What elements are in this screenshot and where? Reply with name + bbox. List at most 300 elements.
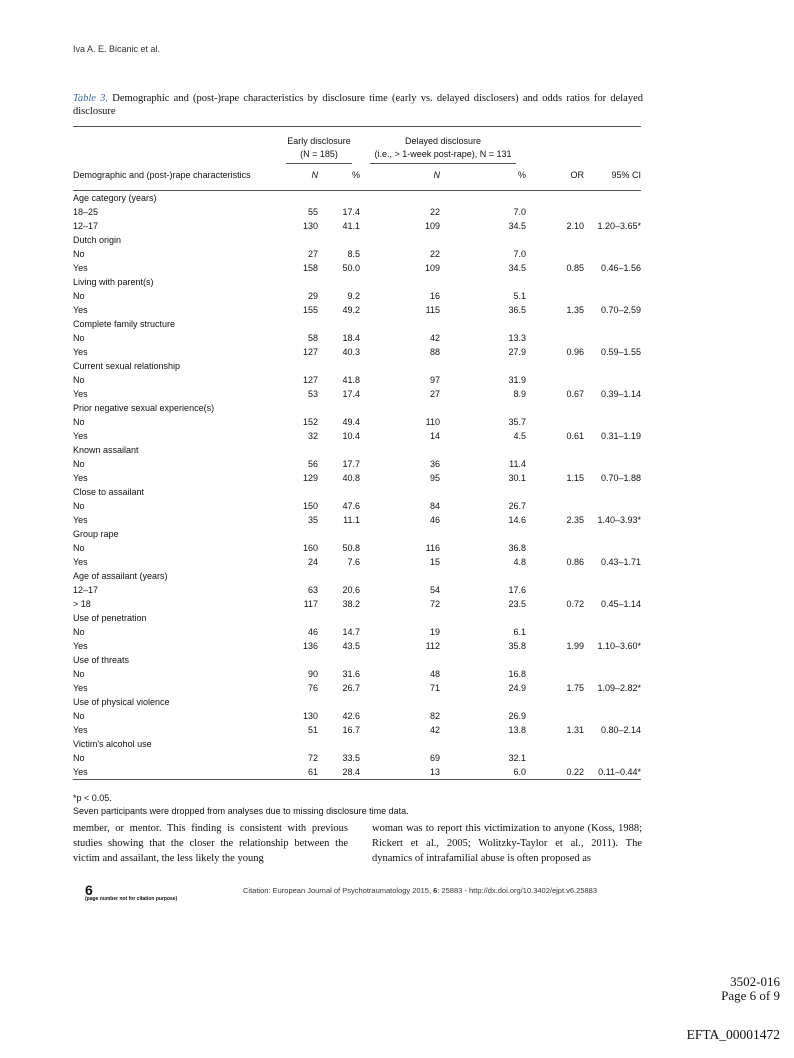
cell-characteristic: Yes bbox=[73, 305, 88, 315]
cell-characteristic: Yes bbox=[73, 767, 88, 777]
cell-early-pct bbox=[318, 653, 360, 667]
cell-delayed-pct bbox=[440, 359, 526, 373]
cell-early-pct: 28.4 bbox=[342, 767, 360, 777]
cell-early-pct bbox=[318, 737, 360, 751]
cell-early-pct bbox=[318, 401, 360, 415]
cell-delayed-pct: 7.0 bbox=[513, 249, 526, 259]
cell-or bbox=[526, 401, 584, 415]
cell-characteristic: Yes bbox=[73, 557, 88, 567]
data-table bbox=[73, 126, 641, 780]
cell-delayed-n: 109 bbox=[424, 221, 440, 231]
cell-or bbox=[526, 275, 584, 289]
cell-early-pct: 49.2 bbox=[342, 305, 360, 315]
cell-early-n: 72 bbox=[307, 753, 318, 763]
table-row bbox=[73, 331, 641, 345]
cell-delayed-n: 84 bbox=[429, 501, 440, 511]
efta-id: EFTA_00001472 bbox=[686, 1027, 780, 1042]
cell-early-pct: 47.6 bbox=[342, 501, 360, 511]
cell-delayed-n: 116 bbox=[425, 543, 440, 553]
cell-ci: 1.40–3.93* bbox=[597, 515, 641, 525]
cell-characteristic: 12–17 bbox=[73, 585, 99, 595]
cell-characteristic: No bbox=[73, 375, 85, 385]
cell-or: 1.31 bbox=[566, 725, 584, 735]
cell-or bbox=[526, 443, 584, 457]
cell-or bbox=[526, 415, 584, 429]
cell-ci bbox=[584, 247, 641, 261]
cell-characteristic: Dutch origin bbox=[73, 235, 122, 245]
cell-or bbox=[526, 667, 584, 681]
cell-early-pct: 41.8 bbox=[342, 375, 360, 385]
table-row bbox=[73, 639, 641, 653]
delayed-group-header: Delayed disclosure bbox=[404, 136, 482, 146]
cell-delayed-pct bbox=[440, 695, 526, 709]
cell-characteristic: Yes bbox=[73, 473, 88, 483]
table-row bbox=[73, 709, 641, 723]
cell-ci: 0.70–2.59 bbox=[600, 305, 641, 315]
cell-ci bbox=[584, 205, 641, 219]
cell-delayed-pct: 14.6 bbox=[508, 515, 526, 525]
cell-delayed-n bbox=[360, 191, 440, 206]
significance-note: *p < 0.05. bbox=[73, 793, 112, 803]
cell-characteristic: No bbox=[73, 291, 85, 301]
cell-characteristic: Victim's alcohol use bbox=[73, 739, 152, 749]
cell-early-n: 56 bbox=[307, 459, 318, 469]
cell-early-n: 127 bbox=[302, 375, 318, 385]
cell-characteristic: Living with parent(s) bbox=[73, 277, 154, 287]
cell-ci bbox=[584, 317, 641, 331]
cell-early-pct bbox=[318, 443, 360, 457]
table-category-row bbox=[73, 737, 641, 751]
table-category-row bbox=[73, 527, 641, 541]
cell-delayed-pct: 7.0 bbox=[513, 207, 526, 217]
cell-early-n: 155 bbox=[302, 305, 318, 315]
cell-or: 0.86 bbox=[566, 557, 584, 567]
cell-delayed-n bbox=[360, 527, 440, 541]
cell-delayed-n: 42 bbox=[429, 333, 440, 343]
table-row bbox=[73, 597, 641, 611]
table-notes bbox=[73, 792, 409, 818]
cell-ci bbox=[584, 373, 641, 387]
cell-delayed-pct: 16.8 bbox=[508, 669, 526, 679]
cell-characteristic: No bbox=[73, 417, 85, 427]
cell-delayed-n: 88 bbox=[429, 347, 440, 357]
cell-early-n: 55 bbox=[307, 207, 318, 217]
cell-ci bbox=[584, 541, 641, 555]
cell-delayed-n: 16 bbox=[429, 291, 440, 301]
cell-ci: 1.09–2.82* bbox=[597, 683, 641, 693]
cell-ci: 0.46–1.56 bbox=[600, 263, 641, 273]
table-row bbox=[73, 247, 641, 261]
cell-delayed-n: 95 bbox=[429, 473, 440, 483]
cell-delayed-pct: 26.9 bbox=[508, 711, 526, 721]
cell-or bbox=[526, 737, 584, 751]
cell-characteristic: No bbox=[73, 627, 85, 637]
cell-early-n bbox=[278, 611, 318, 625]
page-number: 6 bbox=[85, 882, 93, 898]
cell-characteristic: 12–17 bbox=[73, 221, 99, 231]
table-category-row bbox=[73, 317, 641, 331]
cell-delayed-pct bbox=[440, 233, 526, 247]
cell-or bbox=[526, 751, 584, 765]
cell-delayed-n: 109 bbox=[424, 263, 440, 273]
cell-early-n: 150 bbox=[302, 501, 318, 511]
cell-delayed-n: 71 bbox=[429, 683, 440, 693]
cell-or: 1.15 bbox=[566, 473, 584, 483]
cell-characteristic: Yes bbox=[73, 683, 88, 693]
cell-delayed-pct: 31.9 bbox=[508, 375, 526, 385]
cell-characteristic: No bbox=[73, 711, 85, 721]
cell-delayed-pct: 6.1 bbox=[513, 627, 526, 637]
column-header-or: OR bbox=[570, 170, 584, 180]
cell-early-n: 90 bbox=[307, 669, 318, 679]
cell-early-pct: 9.2 bbox=[347, 291, 360, 301]
cell-ci bbox=[584, 485, 641, 499]
cell-delayed-pct bbox=[440, 443, 526, 457]
cell-early-n bbox=[278, 401, 318, 415]
cell-early-pct: 8.5 bbox=[347, 249, 360, 259]
cell-ci bbox=[584, 275, 641, 289]
cell-ci bbox=[584, 625, 641, 639]
cell-delayed-pct bbox=[440, 569, 526, 583]
cell-delayed-n: 82 bbox=[429, 711, 440, 721]
cell-or bbox=[526, 485, 584, 499]
cell-delayed-pct: 13.8 bbox=[508, 725, 526, 735]
table-category-row bbox=[73, 695, 641, 709]
table-row bbox=[73, 289, 641, 303]
cell-ci: 0.43–1.71 bbox=[600, 557, 641, 567]
cell-delayed-n bbox=[360, 317, 440, 331]
cell-characteristic: Yes bbox=[73, 515, 88, 525]
table-row bbox=[73, 219, 641, 233]
cell-early-n bbox=[278, 695, 318, 709]
table-row bbox=[73, 681, 641, 695]
cell-ci: 0.80–2.14 bbox=[600, 725, 641, 735]
cell-delayed-pct bbox=[440, 275, 526, 289]
cell-or bbox=[526, 569, 584, 583]
cell-or bbox=[526, 191, 584, 206]
cell-or bbox=[526, 289, 584, 303]
cell-delayed-n: 13 bbox=[429, 767, 440, 777]
table-row bbox=[73, 387, 641, 401]
cell-delayed-pct: 34.5 bbox=[508, 221, 526, 231]
cell-ci: 0.11–0.44* bbox=[598, 767, 641, 777]
cell-early-pct bbox=[318, 569, 360, 583]
cell-delayed-n bbox=[360, 653, 440, 667]
cell-delayed-n bbox=[360, 485, 440, 499]
table-caption bbox=[73, 92, 643, 118]
cell-characteristic: No bbox=[73, 543, 85, 553]
cell-ci bbox=[584, 289, 641, 303]
cell-delayed-n: 112 bbox=[425, 641, 440, 651]
cell-characteristic: 18–25 bbox=[73, 207, 99, 217]
table-category-row bbox=[73, 485, 641, 499]
table-row bbox=[73, 261, 641, 275]
cell-early-n: 53 bbox=[307, 389, 318, 399]
cell-early-n: 129 bbox=[302, 473, 318, 483]
cell-delayed-n bbox=[360, 737, 440, 751]
cell-delayed-n: 72 bbox=[429, 599, 440, 609]
cell-delayed-n bbox=[360, 569, 440, 583]
cell-delayed-n bbox=[360, 443, 440, 457]
cell-early-pct: 41.1 bbox=[342, 221, 360, 231]
cell-ci: 0.45–1.14 bbox=[600, 599, 641, 609]
column-header-delayed-n: N bbox=[433, 170, 440, 180]
cell-delayed-n: 22 bbox=[429, 249, 440, 259]
cell-or bbox=[526, 625, 584, 639]
cell-delayed-n: 97 bbox=[429, 375, 440, 385]
table-row bbox=[73, 457, 641, 471]
cell-delayed-pct: 32.1 bbox=[508, 753, 526, 763]
cell-early-pct: 49.4 bbox=[342, 417, 360, 427]
cell-delayed-n bbox=[360, 233, 440, 247]
cell-characteristic: Yes bbox=[73, 263, 88, 273]
cell-or: 0.67 bbox=[566, 389, 584, 399]
table-row bbox=[73, 667, 641, 681]
cell-ci bbox=[584, 401, 641, 415]
cell-delayed-n: 115 bbox=[425, 305, 440, 315]
table-row bbox=[73, 303, 641, 317]
cell-delayed-n: 19 bbox=[429, 627, 440, 637]
cell-characteristic: Age of assailant (years) bbox=[73, 571, 168, 581]
cell-or bbox=[526, 331, 584, 345]
cell-early-n bbox=[278, 359, 318, 373]
cell-early-n: 61 bbox=[307, 767, 318, 777]
cell-or bbox=[526, 583, 584, 597]
table-row bbox=[73, 625, 641, 639]
cell-early-n: 63 bbox=[307, 585, 318, 595]
page-number-note: (page number not for citation purpose) bbox=[85, 896, 178, 902]
cell-delayed-pct bbox=[440, 611, 526, 625]
cell-early-n: 24 bbox=[307, 557, 318, 567]
table-row bbox=[73, 345, 641, 359]
cell-delayed-pct: 36.8 bbox=[508, 543, 526, 553]
cell-early-pct bbox=[318, 695, 360, 709]
cell-early-pct bbox=[318, 485, 360, 499]
cell-delayed-n: 69 bbox=[429, 753, 440, 763]
cell-delayed-pct: 27.9 bbox=[508, 347, 526, 357]
cell-ci bbox=[584, 443, 641, 457]
cell-or: 2.10 bbox=[566, 221, 584, 231]
cell-or: 0.72 bbox=[566, 599, 584, 609]
cell-delayed-n: 36 bbox=[429, 459, 440, 469]
cell-or: 0.96 bbox=[566, 347, 584, 357]
cell-delayed-pct: 4.8 bbox=[513, 557, 526, 567]
table-category-row bbox=[73, 611, 641, 625]
cell-delayed-pct: 8.9 bbox=[513, 389, 526, 399]
cell-or: 0.85 bbox=[566, 263, 584, 273]
cell-delayed-pct: 4.5 bbox=[513, 431, 526, 441]
cell-delayed-pct bbox=[440, 737, 526, 751]
column-header-delayed-pct: % bbox=[517, 170, 526, 180]
cell-early-pct: 14.7 bbox=[342, 627, 360, 637]
column-header-ci: 95% CI bbox=[611, 170, 641, 180]
cell-characteristic: Close to assailant bbox=[73, 487, 145, 497]
cell-delayed-pct bbox=[440, 317, 526, 331]
cell-early-pct bbox=[318, 359, 360, 373]
cell-delayed-pct bbox=[440, 527, 526, 541]
cell-characteristic: Yes bbox=[73, 347, 88, 357]
cell-early-pct: 17.4 bbox=[342, 207, 360, 217]
cell-early-pct: 17.7 bbox=[342, 459, 360, 469]
table-category-row bbox=[73, 569, 641, 583]
cell-ci: 1.20–3.65* bbox=[597, 221, 641, 231]
cell-characteristic: Current sexual relationship bbox=[73, 361, 181, 371]
cell-or bbox=[526, 205, 584, 219]
document-stamp bbox=[721, 975, 780, 1003]
cell-or bbox=[526, 317, 584, 331]
cell-characteristic: Use of physical violence bbox=[73, 697, 170, 707]
cell-delayed-n bbox=[360, 275, 440, 289]
cell-early-n: 32 bbox=[307, 431, 318, 441]
cell-delayed-pct bbox=[440, 653, 526, 667]
cell-delayed-n bbox=[360, 401, 440, 415]
cell-ci: 0.59–1.55 bbox=[600, 347, 641, 357]
cell-delayed-n: 14 bbox=[429, 431, 440, 441]
column-header-characteristic: Demographic and (post-)rape characteristics bbox=[73, 170, 251, 180]
cell-early-n: 51 bbox=[307, 725, 318, 735]
cell-ci bbox=[584, 737, 641, 751]
cell-early-pct bbox=[318, 191, 360, 206]
cell-characteristic: No bbox=[73, 249, 85, 259]
citation-line[interactable] bbox=[243, 886, 597, 895]
cell-early-pct: 20.6 bbox=[342, 585, 360, 595]
cell-delayed-pct: 5.1 bbox=[513, 291, 526, 301]
cell-early-n bbox=[278, 527, 318, 541]
cell-or: 0.61 bbox=[566, 431, 584, 441]
cell-or bbox=[526, 695, 584, 709]
cell-characteristic: Yes bbox=[73, 431, 88, 441]
cell-delayed-pct: 35.7 bbox=[508, 417, 526, 427]
cell-ci: 0.70–1.88 bbox=[600, 473, 641, 483]
column-header-early-n: N bbox=[311, 170, 318, 180]
table-caption-label: Table 3. bbox=[73, 93, 109, 104]
stamp-page: Page 6 of 9 bbox=[721, 988, 780, 1003]
cell-early-n bbox=[278, 317, 318, 331]
cell-or bbox=[526, 611, 584, 625]
cell-characteristic: Yes bbox=[73, 725, 88, 735]
cell-early-n bbox=[278, 485, 318, 499]
cell-early-pct: 7.6 bbox=[347, 557, 360, 567]
cell-delayed-n: 54 bbox=[429, 585, 440, 595]
cell-characteristic: Group rape bbox=[73, 529, 119, 539]
table-caption-text: Demographic and (post-)rape characteristics by disclosure time (early vs. delayed disclosers) and odds ratios for delayed disclosure bbox=[73, 93, 643, 117]
body-text-right: woman was to report this victimization to anyone (Koss, 1988; Rickert et al., 2005; Wolitzky-Taylor et al., 2011). The dynamics of intrafamilial abuse is often proposed as bbox=[372, 823, 642, 864]
table-category-row bbox=[73, 233, 641, 247]
cell-early-n bbox=[278, 443, 318, 457]
cell-characteristic: Use of penetration bbox=[73, 613, 147, 623]
cell-or bbox=[526, 527, 584, 541]
cell-delayed-n: 22 bbox=[429, 207, 440, 217]
cell-delayed-pct: 30.1 bbox=[508, 473, 526, 483]
cell-or bbox=[526, 653, 584, 667]
table-row bbox=[73, 499, 641, 513]
cell-delayed-n: 42 bbox=[429, 725, 440, 735]
cell-or bbox=[526, 499, 584, 513]
citation-suffix: : 25883 - http://dx.doi.org/10.3402/ejpt.v6.25883 bbox=[437, 886, 597, 895]
cell-early-n: 130 bbox=[302, 221, 318, 231]
dropped-note: Seven participants were dropped from analyses due to missing disclosure time data. bbox=[73, 806, 409, 816]
cell-early-pct bbox=[318, 611, 360, 625]
cell-delayed-n: 15 bbox=[429, 557, 440, 567]
cell-characteristic: Yes bbox=[73, 389, 88, 399]
cell-early-n: 158 bbox=[302, 263, 318, 273]
cell-ci: 1.10–3.60* bbox=[597, 641, 641, 651]
cell-delayed-pct: 36.5 bbox=[508, 305, 526, 315]
cell-early-pct bbox=[318, 275, 360, 289]
table-row bbox=[73, 471, 641, 485]
cell-early-pct: 11.1 bbox=[343, 515, 360, 525]
cell-or bbox=[526, 373, 584, 387]
cell-delayed-n: 110 bbox=[425, 417, 440, 427]
body-text-left: member, or mentor. This finding is consistent with previous studies showing that the closer the relationship between the victim and assailant, the less likely the young bbox=[73, 823, 348, 864]
cell-ci bbox=[584, 359, 641, 373]
cell-characteristic: Age category (years) bbox=[73, 193, 157, 203]
cell-early-pct: 17.4 bbox=[342, 389, 360, 399]
cell-ci bbox=[584, 695, 641, 709]
cell-early-n: 27 bbox=[307, 249, 318, 259]
cell-delayed-pct: 13.3 bbox=[508, 333, 526, 343]
cell-early-n bbox=[278, 569, 318, 583]
column-header-early-pct: % bbox=[351, 170, 360, 180]
cell-early-n bbox=[278, 653, 318, 667]
cell-early-pct: 50.0 bbox=[342, 263, 360, 273]
cell-delayed-n: 46 bbox=[429, 515, 440, 525]
cell-early-pct: 16.7 bbox=[342, 725, 360, 735]
cell-ci bbox=[584, 191, 641, 206]
cell-delayed-n: 48 bbox=[429, 669, 440, 679]
cell-early-pct: 18.4 bbox=[342, 333, 360, 343]
table-row bbox=[73, 541, 641, 555]
cell-ci bbox=[584, 415, 641, 429]
cell-early-pct bbox=[318, 233, 360, 247]
cell-delayed-pct: 23.5 bbox=[508, 599, 526, 609]
cell-characteristic: > 18 bbox=[73, 599, 91, 609]
table-category-row bbox=[73, 443, 641, 457]
cell-characteristic: No bbox=[73, 501, 85, 511]
early-group-header: Early disclosure bbox=[287, 136, 351, 146]
cell-or bbox=[526, 359, 584, 373]
cell-characteristic: Yes bbox=[73, 641, 88, 651]
cell-delayed-pct: 6.0 bbox=[513, 767, 526, 777]
cell-ci bbox=[584, 611, 641, 625]
cell-or bbox=[526, 541, 584, 555]
cell-or: 1.75 bbox=[566, 683, 584, 693]
table-category-row bbox=[73, 401, 641, 415]
table-category-row bbox=[73, 653, 641, 667]
table-row bbox=[73, 513, 641, 527]
table-row bbox=[73, 751, 641, 765]
cell-delayed-pct: 35.8 bbox=[508, 641, 526, 651]
cell-early-pct: 10.4 bbox=[342, 431, 360, 441]
table-row bbox=[73, 373, 641, 387]
cell-ci bbox=[584, 583, 641, 597]
cell-early-n: 46 bbox=[307, 627, 318, 637]
cell-or bbox=[526, 709, 584, 723]
cell-delayed-pct: 26.7 bbox=[508, 501, 526, 511]
cell-or: 0.22 bbox=[566, 767, 584, 777]
cell-early-pct: 40.3 bbox=[342, 347, 360, 357]
table-row bbox=[73, 723, 641, 737]
cell-early-pct: 40.8 bbox=[342, 473, 360, 483]
cell-early-pct: 33.5 bbox=[342, 753, 360, 763]
cell-ci bbox=[584, 457, 641, 471]
cell-characteristic: No bbox=[73, 753, 85, 763]
cell-early-pct: 42.6 bbox=[342, 711, 360, 721]
cell-ci bbox=[584, 527, 641, 541]
cell-ci bbox=[584, 331, 641, 345]
cell-characteristic: No bbox=[73, 459, 85, 469]
cell-early-pct: 38.2 bbox=[342, 599, 360, 609]
